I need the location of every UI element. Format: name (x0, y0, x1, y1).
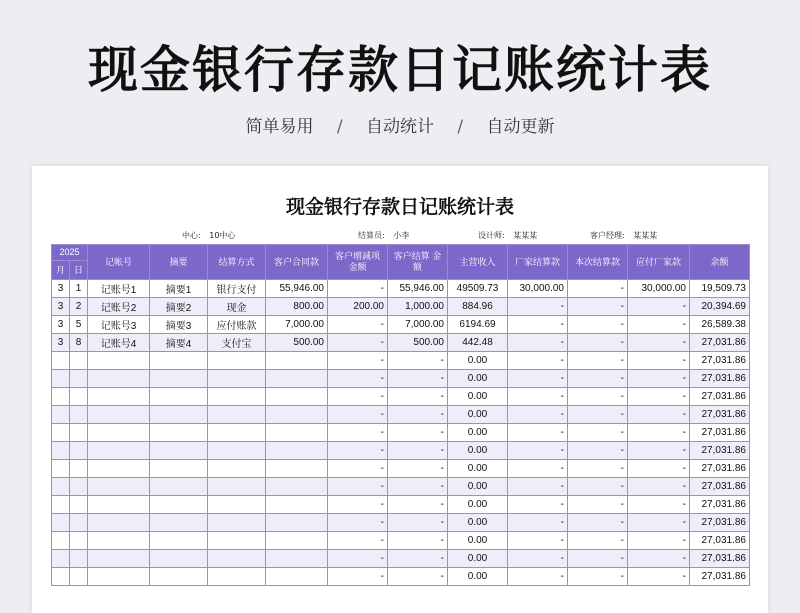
table-cell[interactable] (52, 568, 70, 586)
table-cell[interactable]: - (628, 406, 690, 424)
table-cell[interactable]: 6194.69 (448, 316, 508, 334)
table-cell[interactable]: 27,031.86 (690, 424, 750, 442)
table-cell[interactable]: 27,031.86 (690, 334, 750, 352)
table-cell[interactable]: - (508, 460, 568, 478)
table-row (52, 298, 750, 316)
table-row (52, 406, 750, 424)
table-cell[interactable]: 27,031.86 (690, 388, 750, 406)
table-cell[interactable]: - (388, 352, 448, 370)
table-cell[interactable]: - (628, 370, 690, 388)
table-cell[interactable]: 0.00 (448, 406, 508, 424)
table-cell[interactable] (52, 442, 70, 460)
table-cell[interactable] (52, 550, 70, 568)
table-cell[interactable] (52, 478, 70, 496)
table-cell[interactable] (150, 388, 208, 406)
table-cell[interactable]: 0.00 (448, 370, 508, 388)
table-cell[interactable]: - (628, 460, 690, 478)
table-cell[interactable] (88, 568, 150, 586)
table-cell[interactable]: - (388, 442, 448, 460)
meta-cashier-value: 小李 (393, 231, 410, 240)
table-cell[interactable]: 3 (52, 298, 70, 316)
header-settle-method: 结算方式 (208, 245, 266, 280)
table-cell[interactable]: 记账号3 (88, 316, 150, 334)
table-cell[interactable]: - (328, 316, 388, 334)
table-cell[interactable]: 27,031.86 (690, 352, 750, 370)
table-cell[interactable]: 20,394.69 (690, 298, 750, 316)
table-cell[interactable]: - (388, 514, 448, 532)
meta-center-value: 10中心 (209, 231, 236, 240)
table-cell[interactable]: - (328, 442, 388, 460)
table-cell[interactable]: 银行支付 (208, 280, 266, 298)
table-cell[interactable]: - (508, 532, 568, 550)
table-cell[interactable]: - (328, 388, 388, 406)
table-cell[interactable]: - (388, 370, 448, 388)
table-cell[interactable]: 27,031.86 (690, 496, 750, 514)
table-cell[interactable] (88, 514, 150, 532)
table-cell[interactable]: - (568, 298, 628, 316)
table-cell[interactable]: - (568, 532, 628, 550)
table-cell[interactable] (70, 568, 88, 586)
table-cell[interactable] (266, 568, 328, 586)
table-cell[interactable] (208, 424, 266, 442)
table-cell[interactable]: 0.00 (448, 568, 508, 586)
table-cell[interactable] (150, 352, 208, 370)
table-row (52, 532, 750, 550)
table-cell[interactable]: 摘要4 (150, 334, 208, 352)
table-cell[interactable] (88, 460, 150, 478)
table-cell[interactable]: - (628, 532, 690, 550)
table-cell[interactable]: - (388, 532, 448, 550)
table-cell[interactable]: - (508, 370, 568, 388)
header-adjust-amount: 客户增减项金额 (328, 245, 388, 280)
table-cell[interactable] (88, 496, 150, 514)
header-summary: 摘要 (150, 245, 208, 280)
table-cell[interactable]: - (628, 298, 690, 316)
table-cell[interactable]: 摘要3 (150, 316, 208, 334)
table-cell[interactable]: - (328, 496, 388, 514)
table-row (52, 370, 750, 388)
meta-manager (590, 230, 657, 241)
header-year: 2025 (52, 245, 88, 261)
table-cell[interactable] (88, 550, 150, 568)
table-row (52, 568, 750, 586)
table-cell[interactable] (208, 514, 266, 532)
table-cell[interactable]: - (388, 424, 448, 442)
table-cell[interactable]: - (568, 316, 628, 334)
table-cell[interactable]: - (508, 352, 568, 370)
table-cell[interactable]: - (508, 514, 568, 532)
tagline-item: 自动更新 (486, 117, 555, 137)
table-cell[interactable]: - (568, 370, 628, 388)
table-cell[interactable]: 27,031.86 (690, 406, 750, 424)
table-cell[interactable]: 0.00 (448, 388, 508, 406)
table-cell[interactable]: - (508, 388, 568, 406)
table-cell[interactable]: - (388, 478, 448, 496)
meta-designer-value: 某某某 (513, 231, 538, 240)
table-cell[interactable]: 0.00 (448, 496, 508, 514)
table-cell[interactable] (52, 496, 70, 514)
table-cell[interactable]: - (628, 388, 690, 406)
meta-cashier-label: 结算员: (358, 231, 385, 240)
table-cell[interactable]: 800.00 (266, 298, 328, 316)
table-cell[interactable]: - (628, 568, 690, 586)
table-cell[interactable]: 27,031.86 (690, 568, 750, 586)
table-cell[interactable]: 0.00 (448, 514, 508, 532)
table-cell[interactable] (208, 550, 266, 568)
meta-center (182, 230, 235, 241)
table-cell[interactable]: - (388, 406, 448, 424)
table-cell[interactable]: - (328, 280, 388, 298)
table-cell[interactable]: 19,509.73 (690, 280, 750, 298)
table-cell[interactable] (88, 370, 150, 388)
table-cell[interactable]: - (568, 442, 628, 460)
table-cell[interactable]: - (388, 568, 448, 586)
table-cell[interactable] (52, 352, 70, 370)
table-cell[interactable]: - (508, 478, 568, 496)
table-cell[interactable] (70, 424, 88, 442)
table-cell[interactable] (208, 568, 266, 586)
table-cell[interactable]: - (568, 550, 628, 568)
table-cell[interactable]: - (628, 442, 690, 460)
meta-designer-label: 设计师: (478, 231, 505, 240)
spreadsheet-preview (32, 166, 768, 613)
table-cell[interactable]: 30,000.00 (508, 280, 568, 298)
table-cell[interactable]: 0.00 (448, 424, 508, 442)
table-cell[interactable]: - (328, 352, 388, 370)
header-account-no: 记帐号 (88, 245, 150, 280)
meta-center-label: 中心: (182, 231, 201, 240)
table-cell[interactable]: - (568, 568, 628, 586)
table-cell[interactable] (52, 370, 70, 388)
meta-cashier (358, 230, 409, 241)
table-cell[interactable]: 55,946.00 (266, 280, 328, 298)
table-cell[interactable] (70, 388, 88, 406)
table-cell[interactable]: 8 (70, 334, 88, 352)
table-cell[interactable]: - (628, 424, 690, 442)
table-cell[interactable] (70, 406, 88, 424)
table-cell[interactable]: 0.00 (448, 532, 508, 550)
table-cell[interactable]: 30,000.00 (628, 280, 690, 298)
table-cell[interactable]: 现金 (208, 298, 266, 316)
table-cell[interactable]: 支付宝 (208, 334, 266, 352)
table-cell[interactable]: 884.96 (448, 298, 508, 316)
table-cell[interactable]: - (568, 424, 628, 442)
table-cell[interactable] (266, 424, 328, 442)
table-cell[interactable]: - (628, 550, 690, 568)
table-cell[interactable]: - (568, 280, 628, 298)
table-cell[interactable] (266, 496, 328, 514)
table-row (52, 334, 750, 352)
table-cell[interactable] (208, 352, 266, 370)
meta-manager-value: 某某某 (633, 231, 658, 240)
table-cell[interactable]: 27,031.86 (690, 532, 750, 550)
table-cell[interactable] (150, 532, 208, 550)
table-cell[interactable]: 500.00 (388, 334, 448, 352)
table-cell[interactable] (150, 550, 208, 568)
table-cell[interactable] (208, 406, 266, 424)
table-cell[interactable] (52, 424, 70, 442)
table-row (52, 550, 750, 568)
table-cell[interactable] (266, 532, 328, 550)
table-cell[interactable] (70, 532, 88, 550)
table-cell[interactable]: - (568, 406, 628, 424)
table-cell[interactable] (52, 460, 70, 478)
table-cell[interactable] (70, 460, 88, 478)
table-cell[interactable]: - (628, 496, 690, 514)
table-cell[interactable] (150, 460, 208, 478)
table-cell[interactable]: - (568, 514, 628, 532)
table-cell[interactable] (208, 496, 266, 514)
table-cell[interactable] (70, 442, 88, 460)
table-cell[interactable] (208, 388, 266, 406)
table-row (52, 442, 750, 460)
table-cell[interactable]: 442.48 (448, 334, 508, 352)
table-cell[interactable]: 1,000.00 (388, 298, 448, 316)
table-cell[interactable] (266, 352, 328, 370)
table-cell[interactable]: 27,031.86 (690, 514, 750, 532)
table-cell[interactable]: - (328, 514, 388, 532)
tagline (0, 112, 800, 137)
table-cell[interactable] (266, 550, 328, 568)
ledger-body (52, 280, 750, 586)
table-cell[interactable]: 200.00 (328, 298, 388, 316)
table-cell[interactable]: - (388, 550, 448, 568)
table-cell[interactable]: - (508, 568, 568, 586)
table-cell[interactable]: - (328, 568, 388, 586)
table-cell[interactable]: 1 (70, 280, 88, 298)
table-cell[interactable] (208, 442, 266, 460)
table-cell[interactable]: - (628, 316, 690, 334)
table-cell[interactable]: 记账号1 (88, 280, 150, 298)
header-contract-amount: 客户合同款 (266, 245, 328, 280)
table-cell[interactable]: 27,031.86 (690, 442, 750, 460)
table-cell[interactable] (150, 514, 208, 532)
header-current-settle: 本次结算款 (568, 245, 628, 280)
table-cell[interactable]: 0.00 (448, 460, 508, 478)
table-cell[interactable]: - (508, 550, 568, 568)
table-cell[interactable] (266, 370, 328, 388)
table-cell[interactable]: - (628, 334, 690, 352)
table-row (52, 478, 750, 496)
table-cell[interactable] (150, 568, 208, 586)
table-cell[interactable] (52, 532, 70, 550)
tagline-item: 简单易用 (245, 117, 314, 137)
table-cell[interactable]: - (328, 532, 388, 550)
table-cell[interactable]: 27,031.86 (690, 478, 750, 496)
sheet-title: 现金银行存款日记账统计表 (285, 196, 514, 218)
table-cell[interactable]: - (328, 550, 388, 568)
table-row (52, 496, 750, 514)
table-cell[interactable]: - (568, 478, 628, 496)
table-cell[interactable]: - (628, 352, 690, 370)
page-title: 现金银行存款日记账统计表 (88, 41, 712, 99)
table-cell[interactable]: 3 (52, 280, 70, 298)
ledger-table (51, 244, 750, 586)
table-cell[interactable] (88, 442, 150, 460)
table-cell[interactable] (70, 550, 88, 568)
table-cell[interactable] (266, 406, 328, 424)
table-cell[interactable] (88, 388, 150, 406)
table-cell[interactable] (208, 478, 266, 496)
table-cell[interactable]: 27,031.86 (690, 370, 750, 388)
table-row (52, 460, 750, 478)
table-cell[interactable] (70, 352, 88, 370)
table-cell[interactable]: 0.00 (448, 550, 508, 568)
table-cell[interactable]: 3 (52, 316, 70, 334)
table-cell[interactable] (70, 370, 88, 388)
table-cell[interactable] (208, 460, 266, 478)
table-cell[interactable]: - (328, 478, 388, 496)
table-cell[interactable] (88, 406, 150, 424)
table-cell[interactable] (150, 406, 208, 424)
table-cell[interactable]: - (328, 424, 388, 442)
table-cell[interactable]: 5 (70, 316, 88, 334)
table-row (52, 280, 750, 298)
table-cell[interactable]: 0.00 (448, 478, 508, 496)
table-cell[interactable]: 0.00 (448, 352, 508, 370)
table-cell[interactable]: - (328, 370, 388, 388)
tagline-separator: / (457, 117, 464, 137)
table-cell[interactable] (70, 478, 88, 496)
table-cell[interactable]: 500.00 (266, 334, 328, 352)
table-cell[interactable] (208, 370, 266, 388)
table-cell[interactable]: 0.00 (448, 442, 508, 460)
table-cell[interactable] (88, 532, 150, 550)
table-cell[interactable] (266, 388, 328, 406)
header-customer-settle: 客户结算 金额 (388, 245, 448, 280)
table-cell[interactable]: - (508, 442, 568, 460)
table-cell[interactable] (88, 352, 150, 370)
table-cell[interactable]: 应付账款 (208, 316, 266, 334)
table-cell[interactable]: - (508, 316, 568, 334)
table-cell[interactable]: - (328, 460, 388, 478)
table-cell[interactable] (70, 514, 88, 532)
table-cell[interactable]: - (508, 334, 568, 352)
table-cell[interactable] (52, 388, 70, 406)
table-cell[interactable]: 2 (70, 298, 88, 316)
table-cell[interactable]: - (568, 388, 628, 406)
header-payable-vendor: 应付厂家款 (628, 245, 690, 280)
table-cell[interactable]: 55,946.00 (388, 280, 448, 298)
meta-designer (478, 230, 537, 241)
tagline-separator: / (336, 117, 343, 137)
header-day: 日 (70, 261, 88, 280)
table-cell[interactable] (150, 496, 208, 514)
table-cell[interactable]: - (568, 496, 628, 514)
header-month: 月 (52, 261, 70, 280)
table-row (52, 514, 750, 532)
table-cell[interactable]: - (508, 406, 568, 424)
table-cell[interactable] (266, 514, 328, 532)
table-cell[interactable]: - (388, 496, 448, 514)
table-cell[interactable] (150, 370, 208, 388)
table-cell[interactable]: - (628, 478, 690, 496)
table-row (52, 424, 750, 442)
table-cell[interactable] (52, 514, 70, 532)
table-row (52, 352, 750, 370)
table-cell[interactable]: 49509.73 (448, 280, 508, 298)
table-cell[interactable] (52, 406, 70, 424)
table-cell[interactable] (266, 442, 328, 460)
table-cell[interactable]: 27,031.86 (690, 460, 750, 478)
table-cell[interactable]: 3 (52, 334, 70, 352)
table-cell[interactable]: 摘要2 (150, 298, 208, 316)
table-cell[interactable]: 7,000.00 (388, 316, 448, 334)
header-main-revenue: 主营收入 (448, 245, 508, 280)
table-cell[interactable] (88, 424, 150, 442)
table-cell[interactable]: - (568, 334, 628, 352)
table-cell[interactable]: 27,031.86 (690, 550, 750, 568)
meta-manager-label: 客户经理: (590, 231, 625, 240)
table-row (52, 388, 750, 406)
table-cell[interactable]: 26,589.38 (690, 316, 750, 334)
header-vendor-settle: 厂家结算款 (508, 245, 568, 280)
table-cell[interactable]: - (508, 496, 568, 514)
table-cell[interactable]: - (508, 298, 568, 316)
table-cell[interactable] (150, 424, 208, 442)
table-cell[interactable]: - (388, 388, 448, 406)
table-cell[interactable] (150, 442, 208, 460)
table-cell[interactable] (208, 532, 266, 550)
table-cell[interactable]: 记账号4 (88, 334, 150, 352)
table-cell[interactable]: - (568, 352, 628, 370)
table-cell[interactable] (70, 496, 88, 514)
table-cell[interactable]: - (328, 406, 388, 424)
table-cell[interactable]: - (388, 460, 448, 478)
table-cell[interactable]: 记账号2 (88, 298, 150, 316)
table-cell[interactable]: 7,000.00 (266, 316, 328, 334)
table-row (52, 316, 750, 334)
table-cell[interactable] (150, 478, 208, 496)
header-balance: 余额 (690, 245, 750, 280)
table-cell[interactable]: - (328, 334, 388, 352)
table-cell[interactable]: 摘要1 (150, 280, 208, 298)
tagline-item: 自动统计 (366, 117, 434, 137)
table-cell[interactable]: - (568, 460, 628, 478)
table-cell[interactable]: - (628, 514, 690, 532)
table-cell[interactable] (266, 478, 328, 496)
table-cell[interactable] (88, 478, 150, 496)
table-cell[interactable]: - (508, 424, 568, 442)
table-cell[interactable] (266, 460, 328, 478)
